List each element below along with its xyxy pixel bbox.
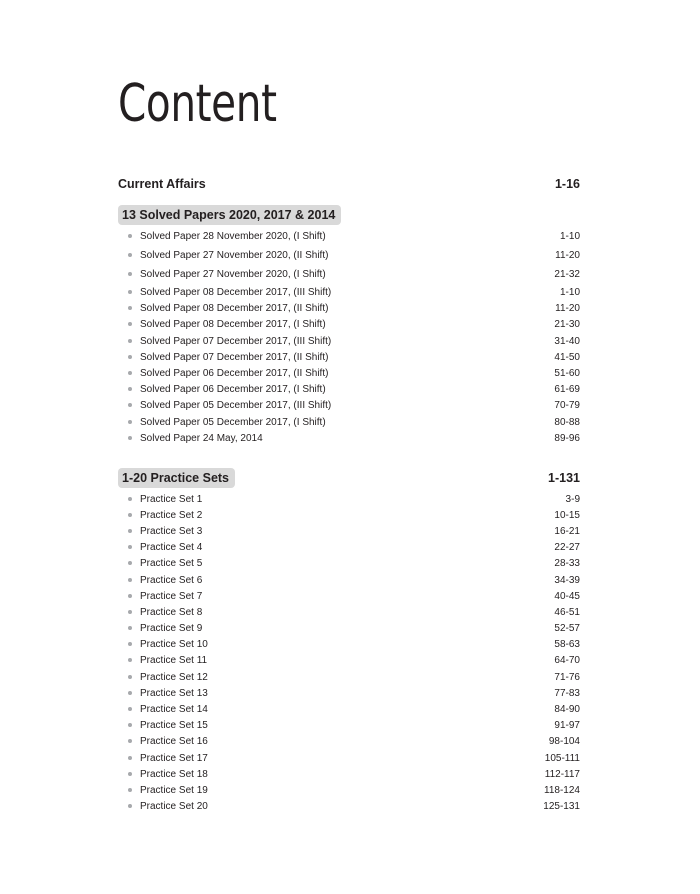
item-label-group — [128, 753, 208, 764]
item-label: Solved Paper 24 May, 2014 — [140, 432, 263, 444]
bullet-icon — [128, 675, 132, 679]
list-item[interactable] — [128, 750, 580, 766]
item-label: Solved Paper 07 December 2017, (II Shift) — [140, 351, 329, 363]
item-pages: 16-21 — [554, 525, 580, 537]
item-label-group — [128, 526, 202, 537]
list-item[interactable] — [128, 382, 580, 398]
item-label-group — [128, 672, 208, 683]
item-label: Practice Set 16 — [140, 736, 208, 748]
item-pages: 89-96 — [554, 432, 580, 444]
list-item[interactable] — [128, 430, 580, 446]
list-item[interactable] — [128, 349, 580, 365]
item-label: Solved Paper 28 November 2020, (I Shift) — [140, 231, 326, 242]
list-item[interactable] — [128, 669, 580, 685]
item-label: Practice Set 10 — [140, 639, 208, 651]
item-label-group — [128, 303, 328, 314]
item-label-group — [128, 623, 202, 634]
bullet-icon — [128, 739, 132, 743]
item-label: Solved Paper 06 December 2017, (II Shift) — [140, 368, 329, 380]
item-label: Practice Set 17 — [140, 752, 208, 764]
list-item[interactable] — [128, 621, 580, 637]
bullet-icon — [128, 253, 132, 257]
current-affairs-label: Current Affairs — [118, 177, 206, 191]
item-label-group — [128, 558, 202, 569]
list-item[interactable] — [128, 523, 580, 539]
item-label: Practice Set 15 — [140, 720, 208, 732]
list-item[interactable] — [128, 604, 580, 620]
item-label-group — [128, 736, 208, 747]
list-item[interactable] — [128, 246, 580, 265]
item-pages: 10-15 — [554, 509, 580, 521]
list-item[interactable] — [128, 799, 580, 815]
bullet-icon — [128, 610, 132, 614]
item-label-group — [128, 269, 326, 280]
item-pages: 80-88 — [554, 416, 580, 428]
item-label: Practice Set 20 — [140, 801, 208, 813]
list-item[interactable] — [128, 491, 580, 507]
list-item[interactable] — [128, 227, 580, 246]
item-pages: 21-30 — [554, 319, 580, 331]
list-item[interactable] — [128, 556, 580, 572]
item-label: Practice Set 13 — [140, 687, 208, 699]
bullet-icon — [128, 642, 132, 646]
item-label: Practice Set 2 — [140, 509, 203, 521]
bullet-icon — [128, 497, 132, 501]
practice-sets-label: 1-20 Practice Sets — [118, 468, 235, 488]
item-label-group — [128, 542, 202, 553]
item-pages: 125-131 — [543, 801, 580, 813]
bullet-icon — [128, 545, 132, 549]
item-pages: 1-10 — [559, 287, 580, 299]
item-label-group — [128, 688, 208, 699]
item-label: Solved Paper 08 December 2017, (II Shift) — [140, 303, 329, 315]
list-item[interactable] — [128, 333, 580, 349]
solved-papers-list — [128, 227, 580, 446]
list-item[interactable] — [128, 588, 580, 604]
item-pages: 98-104 — [548, 736, 580, 748]
practice-sets-header — [118, 468, 580, 488]
list-item[interactable] — [128, 414, 580, 430]
item-label: Practice Set 5 — [140, 558, 203, 570]
item-label: Practice Set 9 — [140, 623, 203, 635]
item-label-group — [128, 417, 326, 428]
list-item[interactable] — [128, 734, 580, 750]
item-pages: 91-97 — [554, 720, 580, 732]
bullet-icon — [128, 707, 132, 711]
item-pages: 11-20 — [555, 250, 580, 261]
item-label: Practice Set 12 — [140, 671, 208, 683]
item-pages: 77-83 — [554, 687, 580, 699]
item-label-group — [128, 510, 202, 521]
bullet-icon — [128, 355, 132, 359]
item-pages: 51-60 — [554, 368, 580, 380]
list-item[interactable] — [128, 653, 580, 669]
list-item[interactable] — [128, 265, 580, 285]
item-label: Solved Paper 07 December 2017, (III Shift) — [140, 335, 332, 347]
item-pages: 40-45 — [554, 590, 580, 602]
item-label-group — [128, 591, 202, 602]
bullet-icon — [128, 626, 132, 630]
item-label-group — [128, 655, 207, 666]
item-pages: 21-32 — [554, 269, 580, 281]
item-pages: 31-40 — [554, 335, 580, 347]
list-item[interactable] — [128, 398, 580, 414]
item-pages: 41-50 — [554, 351, 580, 363]
list-item[interactable] — [128, 685, 580, 701]
item-pages: 61-69 — [554, 384, 580, 396]
list-item[interactable] — [128, 718, 580, 734]
item-label: Practice Set 8 — [140, 606, 203, 618]
bullet-icon — [128, 387, 132, 391]
item-pages: 46-51 — [554, 606, 580, 618]
item-label-group — [128, 231, 326, 242]
current-affairs-row[interactable] — [118, 177, 580, 191]
item-pages: 84-90 — [554, 704, 580, 716]
item-label: Practice Set 11 — [140, 655, 208, 667]
bullet-icon — [128, 272, 132, 276]
list-item[interactable] — [128, 365, 580, 381]
practice-sets-pages: 1-131 — [548, 471, 580, 485]
item-pages: 52-57 — [554, 623, 580, 635]
bullet-icon — [128, 529, 132, 533]
bullet-icon — [128, 578, 132, 582]
item-label-group — [128, 433, 263, 444]
item-pages: 112-117 — [544, 768, 580, 780]
item-label-group — [128, 639, 208, 650]
bullet-icon — [128, 339, 132, 343]
list-item[interactable] — [128, 701, 580, 717]
bullet-icon — [128, 804, 132, 808]
bullet-icon — [128, 756, 132, 760]
item-label: Practice Set 19 — [140, 784, 208, 796]
list-item[interactable] — [128, 301, 580, 317]
item-pages: 58-63 — [554, 639, 580, 651]
bullet-icon — [128, 723, 132, 727]
item-label-group — [128, 287, 331, 298]
current-affairs-pages: 1-16 — [554, 177, 580, 191]
bullet-icon — [128, 371, 132, 375]
item-label: Solved Paper 08 December 2017, (I Shift) — [140, 319, 326, 331]
item-pages: 71-76 — [554, 671, 580, 683]
item-pages: 28-33 — [554, 558, 580, 570]
item-label: Solved Paper 05 December 2017, (I Shift) — [140, 416, 326, 428]
item-pages: 64-70 — [554, 655, 580, 667]
item-label: Practice Set 18 — [140, 768, 208, 780]
item-label-group — [128, 704, 208, 715]
list-item[interactable] — [128, 637, 580, 653]
list-item[interactable] — [128, 572, 580, 588]
item-label-group — [128, 801, 208, 812]
item-label: Solved Paper 27 November 2020, (II Shift) — [140, 250, 329, 261]
bullet-icon — [128, 691, 132, 695]
bullet-icon — [128, 658, 132, 662]
bullet-icon — [128, 513, 132, 517]
item-label: Practice Set 6 — [140, 574, 203, 586]
bullet-icon — [128, 306, 132, 310]
bullet-icon — [128, 772, 132, 776]
item-pages: 70-79 — [554, 400, 580, 412]
item-label-group — [128, 368, 328, 379]
list-item[interactable] — [128, 766, 580, 782]
item-label: Practice Set 14 — [140, 704, 208, 716]
solved-papers-header — [118, 205, 580, 225]
item-label-group — [128, 769, 208, 780]
item-label-group — [128, 720, 208, 731]
item-label-group — [128, 400, 331, 411]
bullet-icon — [128, 322, 132, 326]
item-pages: 105-111 — [544, 752, 580, 764]
item-pages: 34-39 — [554, 574, 580, 586]
item-pages: 22-27 — [554, 542, 580, 554]
item-pages: 118-124 — [544, 784, 580, 796]
item-label: Practice Set 1 — [140, 493, 203, 505]
item-label-group — [128, 785, 208, 796]
item-label: Practice Set 7 — [140, 590, 203, 602]
item-label: Solved Paper 05 December 2017, (III Shift) — [140, 400, 332, 412]
item-label: Practice Set 3 — [140, 525, 203, 537]
item-label-group — [128, 575, 202, 586]
list-item[interactable] — [128, 285, 580, 301]
bullet-icon — [128, 436, 132, 440]
bullet-icon — [128, 561, 132, 565]
bullet-icon — [128, 788, 132, 792]
list-item[interactable] — [128, 507, 580, 523]
bullet-icon — [128, 594, 132, 598]
item-label: Solved Paper 27 November 2020, (I Shift) — [140, 269, 326, 281]
list-item[interactable] — [128, 317, 580, 333]
item-label-group — [128, 607, 202, 618]
item-pages: 3-9 — [565, 493, 580, 505]
bullet-icon — [128, 290, 132, 294]
bullet-icon — [128, 234, 132, 238]
list-item[interactable] — [128, 782, 580, 798]
item-label-group — [128, 352, 328, 363]
item-label-group — [128, 336, 331, 347]
bullet-icon — [128, 403, 132, 407]
item-label-group — [128, 384, 326, 395]
item-pages: 1-10 — [559, 231, 580, 242]
item-pages: 11-20 — [555, 303, 580, 315]
practice-sets-list — [128, 491, 580, 815]
item-label-group — [128, 250, 328, 261]
list-item[interactable] — [128, 540, 580, 556]
solved-papers-label: 13 Solved Papers 2020, 2017 & 2014 — [118, 205, 341, 225]
item-label-group — [128, 494, 202, 505]
item-label: Practice Set 4 — [140, 542, 203, 554]
item-label: Solved Paper 06 December 2017, (I Shift) — [140, 384, 326, 396]
item-label-group — [128, 319, 326, 330]
bullet-icon — [128, 420, 132, 424]
page-title: Content — [118, 74, 277, 134]
item-label: Solved Paper 08 December 2017, (III Shift) — [140, 287, 332, 299]
